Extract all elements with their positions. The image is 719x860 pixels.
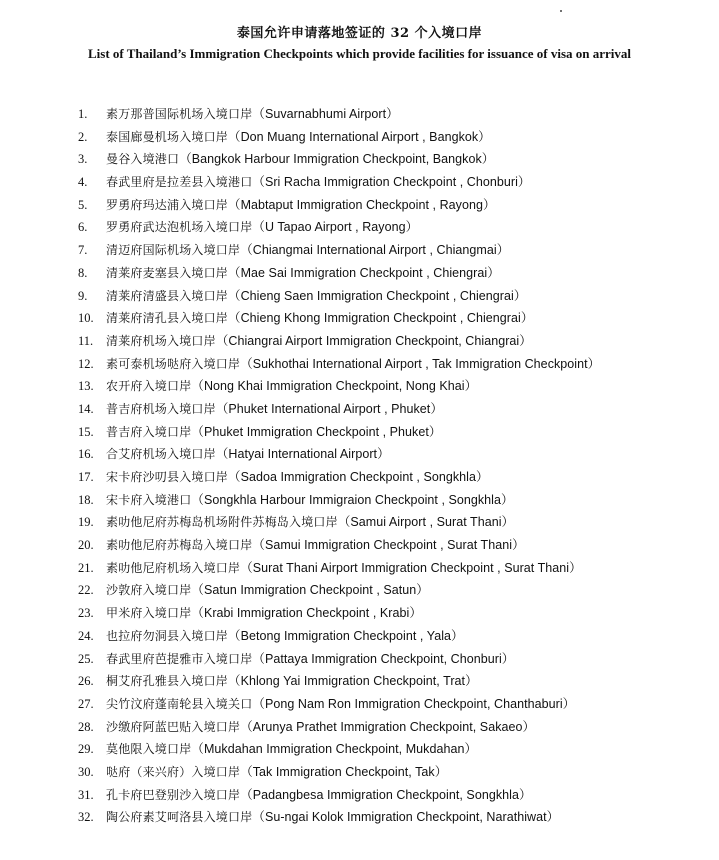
checkpoint-name-english: （Nong Khai Immigration Checkpoint, Nong Khai） xyxy=(191,379,478,394)
checkpoint-entry xyxy=(106,421,441,444)
checkpoint-name-english: （Krabi Immigration Checkpoint , Krabi） xyxy=(191,606,422,621)
checkpoint-name-chinese: 甲米府入境口岸 xyxy=(106,606,192,621)
checkpoint-name-english: （Mabtaput Immigration Checkpoint , Rayong） xyxy=(228,197,496,212)
checkpoint-name-chinese: 合艾府机场入境口岸 xyxy=(106,447,216,462)
list-item xyxy=(0,738,719,761)
checkpoint-name-chinese: 素叻他尼府机场入境口岸 xyxy=(106,560,241,575)
item-number: 20. xyxy=(78,538,94,553)
list-item xyxy=(0,670,719,693)
checkpoint-name-chinese: 普吉府入境口岸 xyxy=(106,424,192,439)
checkpoint-name-chinese: 也拉府勿洞县入境口岸 xyxy=(106,628,229,643)
list-item xyxy=(0,171,719,194)
item-number: 11. xyxy=(78,333,94,348)
list-item xyxy=(0,126,719,149)
checkpoint-entry xyxy=(106,466,489,489)
item-number: 15. xyxy=(78,424,94,439)
list-item xyxy=(0,648,719,671)
checkpoint-name-english: （Phuket International Airport , Phuket） xyxy=(215,401,443,416)
checkpoint-name-english: （Hatyai International Airport） xyxy=(215,447,390,462)
list-item xyxy=(0,194,719,217)
checkpoint-name-english: （Chiangmai International Airport , Chiangmai） xyxy=(240,243,510,258)
checkpoint-entry xyxy=(106,716,535,739)
checkpoint-entry xyxy=(106,625,464,648)
checkpoint-entry xyxy=(106,534,525,557)
item-number: 17. xyxy=(78,470,94,484)
checkpoint-name-english: （Samui Airport , Surat Thani） xyxy=(337,515,515,530)
item-number: 24. xyxy=(78,628,94,643)
checkpoint-name-chinese: 普吉府机场入境口岸 xyxy=(106,401,216,416)
page-title-chinese: 泰国允许申请落地签证的 32 个入境口岸 xyxy=(236,26,483,41)
item-number: 4. xyxy=(78,175,88,190)
item-number: 28. xyxy=(78,719,94,734)
checkpoint-entry xyxy=(106,148,494,171)
checkpoint-name-chinese: 罗勇府玛达浦入境口岸 xyxy=(106,197,229,212)
item-number: 13. xyxy=(78,379,94,394)
checkpoint-name-english: （Pong Nam Ron Immigration Checkpoint, Chanthaburi） xyxy=(252,696,576,711)
item-number: 27. xyxy=(78,696,94,711)
checkpoint-entry xyxy=(106,262,500,285)
item-number: 21. xyxy=(78,560,94,575)
list-item xyxy=(0,625,719,648)
list-item xyxy=(0,466,719,489)
checkpoint-name-chinese: 宋卡府沙叨县入境口岸 xyxy=(106,470,229,484)
checkpoint-entry xyxy=(106,670,478,693)
list-item xyxy=(0,307,719,330)
list-item xyxy=(0,330,719,353)
checkpoint-entry xyxy=(106,648,514,671)
checkpoint-name-chinese: 沙缴府阿蓝巴贴入境口岸 xyxy=(106,719,241,734)
checkpoint-name-english: （Tak Immigration Checkpoint, Tak） xyxy=(240,764,448,779)
checkpoint-name-chinese: 清莱府清孔县入境口岸 xyxy=(106,311,229,326)
list-item xyxy=(0,806,719,829)
checkpoint-entry xyxy=(106,216,418,239)
checkpoint-entry xyxy=(106,375,477,398)
checkpoint-entry xyxy=(106,761,447,784)
checkpoint-name-english: （Arunya Prathet Immigration Checkpoint, Sakaeo） xyxy=(240,719,536,734)
list-item xyxy=(0,784,719,807)
checkpoint-name-chinese: 农开府入境口岸 xyxy=(106,379,192,394)
checkpoint-name-chinese: 哒府（来兴府）入境口岸 xyxy=(106,764,241,779)
checkpoint-entry xyxy=(106,738,477,761)
checkpoint-entry xyxy=(106,489,514,512)
list-item xyxy=(0,579,719,602)
list-item xyxy=(0,239,719,262)
item-number: 26. xyxy=(78,674,94,689)
checkpoint-entry xyxy=(106,602,422,625)
checkpoint-name-chinese: 清莱府麦塞县入境口岸 xyxy=(106,265,229,280)
item-number: 31. xyxy=(78,787,94,802)
list-item xyxy=(0,398,719,421)
checkpoint-entry xyxy=(106,693,575,716)
checkpoint-name-english: （Sadoa Immigration Checkpoint , Songkhla） xyxy=(228,470,489,484)
checkpoint-name-english: （Suvarnabhumi Airport） xyxy=(252,107,399,121)
checkpoint-name-chinese: 莫他限入境口岸 xyxy=(106,742,192,757)
list-item xyxy=(0,693,719,716)
list-item xyxy=(0,353,719,376)
list-item xyxy=(0,103,719,126)
item-number: 5. xyxy=(78,197,88,212)
checkpoint-name-english: （Samui Immigration Checkpoint , Surat Thani） xyxy=(252,538,525,553)
item-number: 1. xyxy=(78,107,88,121)
checkpoint-entry xyxy=(106,511,514,534)
checkpoint-name-english: （Bangkok Harbour Immigration Checkpoint, Bangkok） xyxy=(179,152,495,167)
checkpoint-name-english: （Betong Immigration Checkpoint , Yala） xyxy=(228,628,464,643)
checkpoint-entry xyxy=(106,307,533,330)
checkpoint-name-chinese: 陶公府素艾呵洛县入境口岸 xyxy=(106,810,253,825)
item-number: 30. xyxy=(78,764,94,779)
item-number: 16. xyxy=(78,447,94,462)
checkpoint-name-chinese: 素叻他尼府苏梅岛机场附件苏梅岛入境口岸 xyxy=(106,515,338,530)
list-item xyxy=(0,489,719,512)
list-item xyxy=(0,262,719,285)
item-number: 8. xyxy=(78,265,88,280)
list-item xyxy=(0,534,719,557)
checkpoint-name-chinese: 尖竹汶府蓬南轮县入境关口 xyxy=(106,696,253,711)
list-item xyxy=(0,557,719,580)
item-number: 32. xyxy=(78,810,94,825)
item-number: 2. xyxy=(78,129,88,144)
item-number: 23. xyxy=(78,606,94,621)
checkpoint-name-chinese: 春武里府是拉差县入境港口 xyxy=(106,175,253,190)
checkpoint-entry xyxy=(106,557,582,580)
item-number: 10. xyxy=(78,311,94,326)
item-number: 3. xyxy=(78,152,88,167)
checkpoint-entry xyxy=(106,285,526,308)
list-item xyxy=(0,716,719,739)
checkpoint-name-chinese: 春武里府芭提雅市入境口岸 xyxy=(106,651,253,666)
checkpoint-entry xyxy=(106,103,399,126)
list-item xyxy=(0,511,719,534)
checkpoint-name-english: （U Tapao Airport , Rayong） xyxy=(252,220,419,235)
checkpoint-name-chinese: 清莱府机场入境口岸 xyxy=(106,333,216,348)
checkpoint-name-chinese: 桐艾府孔雅县入境口岸 xyxy=(106,674,229,689)
scan-speck xyxy=(560,10,562,12)
checkpoint-entry xyxy=(106,126,491,149)
checkpoint-name-english: （Chieng Saen Immigration Checkpoint , Chiengrai） xyxy=(228,288,527,303)
checkpoint-name-english: （Su-ngai Kolok Immigration Checkpoint, Narathiwat） xyxy=(252,810,560,825)
checkpoint-list xyxy=(0,103,719,829)
checkpoint-name-chinese: 罗勇府武达泡机场入境口岸 xyxy=(106,220,253,235)
item-number: 12. xyxy=(78,356,94,371)
checkpoint-name-english: （Surat Thani Airport Immigration Checkpoint , Surat Thani） xyxy=(240,560,582,575)
checkpoint-name-chinese: 曼谷入境港口 xyxy=(106,152,180,167)
checkpoint-name-english: （Satun Immigration Checkpoint , Satun） xyxy=(191,583,429,598)
checkpoint-name-chinese: 素叻他尼府苏梅岛入境口岸 xyxy=(106,538,253,553)
checkpoint-name-english: （Sukhothai International Airport , Tak Immigration Checkpoint） xyxy=(240,356,601,371)
checkpoint-name-english: （Pattaya Immigration Checkpoint, Chonburi） xyxy=(252,651,515,666)
checkpoint-name-chinese: 素万那普国际机场入境口岸 xyxy=(106,107,253,121)
checkpoint-name-chinese: 宋卡府入境港口 xyxy=(106,492,192,507)
checkpoint-name-chinese: 沙敦府入境口岸 xyxy=(106,583,192,598)
checkpoint-name-chinese: 清迈府国际机场入境口岸 xyxy=(106,243,241,258)
list-item xyxy=(0,602,719,625)
item-number: 7. xyxy=(78,243,88,258)
checkpoint-entry xyxy=(106,398,443,421)
checkpoint-name-chinese: 清莱府清盛县入境口岸 xyxy=(106,288,229,303)
item-number: 25. xyxy=(78,651,94,666)
checkpoint-name-chinese: 泰国廊曼机场入境口岸 xyxy=(106,129,229,144)
checkpoint-entry xyxy=(106,806,559,829)
checkpoint-entry xyxy=(106,194,496,217)
list-item xyxy=(0,148,719,171)
item-number: 29. xyxy=(78,742,94,757)
item-number: 19. xyxy=(78,515,94,530)
checkpoint-name-english: （Phuket Immigration Checkpoint , Phuket） xyxy=(191,424,442,439)
checkpoint-name-english: （Mae Sai Immigration Checkpoint , Chiengrai） xyxy=(228,265,500,280)
item-number: 6. xyxy=(78,220,88,235)
checkpoint-entry xyxy=(106,443,390,466)
list-item xyxy=(0,443,719,466)
list-item xyxy=(0,421,719,444)
item-number: 14. xyxy=(78,401,94,416)
checkpoint-name-english: （Don Muang International Airport , Bangkok） xyxy=(228,129,491,144)
checkpoint-name-english: （Khlong Yai Immigration Checkpoint, Trat） xyxy=(228,674,478,689)
checkpoint-entry xyxy=(106,353,600,376)
list-item xyxy=(0,761,719,784)
checkpoint-name-english: （Chiangrai Airport Immigration Checkpoint, Chiangrai） xyxy=(215,333,532,348)
checkpoint-name-english: （Sri Racha Immigration Checkpoint , Chonburi） xyxy=(252,175,531,190)
item-number: 9. xyxy=(78,288,88,303)
item-number: 18. xyxy=(78,492,94,507)
list-item xyxy=(0,285,719,308)
checkpoint-entry xyxy=(106,239,509,262)
checkpoint-name-chinese: 孔卡府巴登别沙入境口岸 xyxy=(106,787,241,802)
list-item xyxy=(0,216,719,239)
checkpoint-name-english: （Songkhla Harbour Immigraion Checkpoint , Songkhla） xyxy=(191,492,514,507)
checkpoint-name-english: （Mukdahan Immigration Checkpoint, Mukdahan） xyxy=(191,742,478,757)
list-item xyxy=(0,375,719,398)
checkpoint-name-english: （Padangbesa Immigration Checkpoint, Songkhla） xyxy=(240,787,532,802)
checkpoint-entry xyxy=(106,579,429,602)
checkpoint-name-english: （Chieng Khong Immigration Checkpoint , Chiengrai） xyxy=(228,311,534,326)
checkpoint-entry xyxy=(106,171,530,194)
item-number: 22. xyxy=(78,583,94,598)
checkpoint-entry xyxy=(106,784,532,807)
checkpoint-entry xyxy=(106,330,532,353)
checkpoint-name-chinese: 素可泰机场哒府入境口岸 xyxy=(106,356,241,371)
page-title-english: List of Thailand’s Immigration Checkpoints which provide facilities for issuance of visa on arrival xyxy=(87,46,632,61)
